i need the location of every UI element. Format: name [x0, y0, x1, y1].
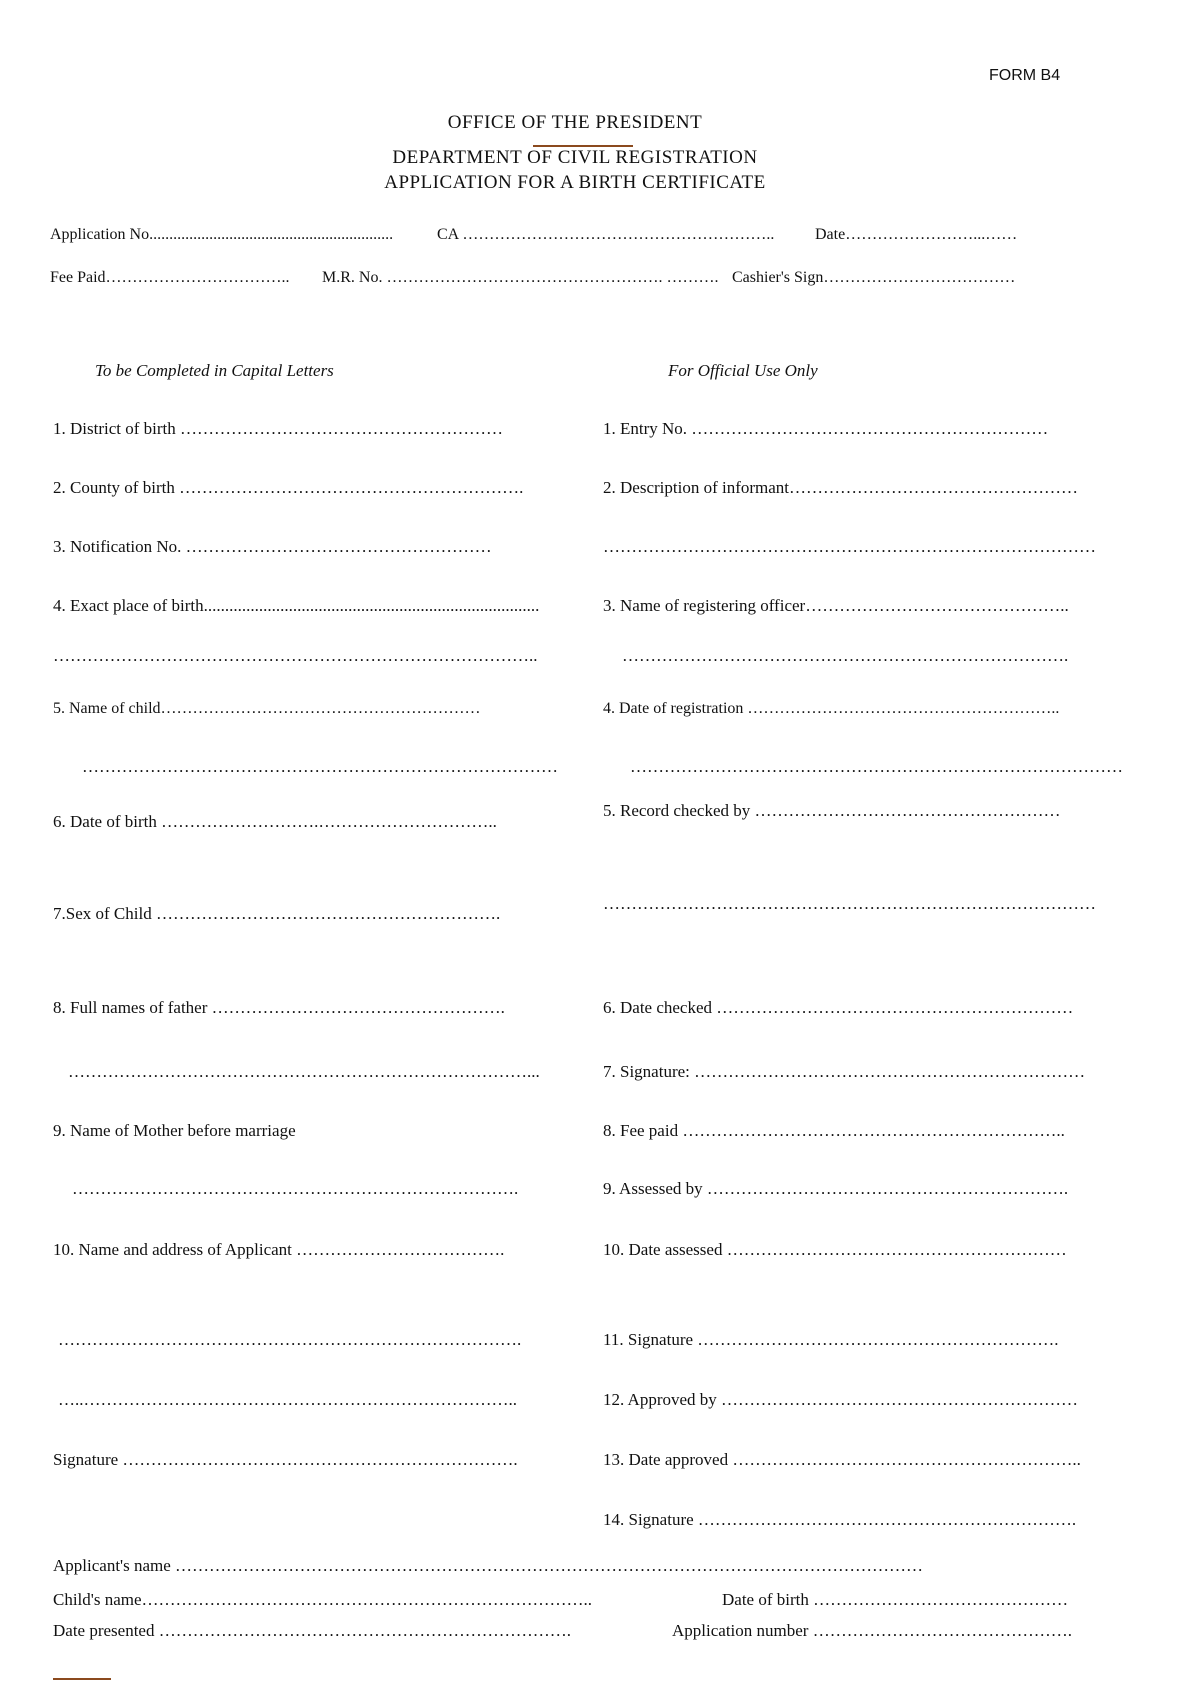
- registering-officer-continuation[interactable]: …………………………………………………………………….: [622, 646, 1069, 665]
- mr-no-field[interactable]: M.R. No. ……………………………………………. ……….: [322, 269, 719, 286]
- signature-7-field[interactable]: 7. Signature: ……………………………………………………………: [603, 1062, 1086, 1081]
- registering-officer-field[interactable]: 3. Name of registering officer………………………………………..: [603, 596, 1069, 615]
- date-of-registration-continuation[interactable]: ……………………………………………………………………………: [630, 757, 1123, 776]
- right-column-heading: For Official Use Only: [668, 361, 818, 380]
- record-checked-by-continuation[interactable]: ……………………………………………………………………………: [603, 894, 1096, 913]
- full-names-of-father-field[interactable]: 8. Full names of father …………………………………………….: [53, 998, 505, 1017]
- name-of-mother-label: 9. Name of Mother before marriage: [53, 1121, 296, 1140]
- footer-decorative-rule: [53, 1678, 111, 1680]
- date-of-registration-field[interactable]: 4. Date of registration …………………………………………………..: [603, 700, 1060, 717]
- county-of-birth-field[interactable]: 2. County of birth …………………………………………………….: [53, 478, 524, 497]
- notification-no-field[interactable]: 3. Notification No. ………………………………………………: [53, 537, 492, 556]
- entry-no-field[interactable]: 1. Entry No. ………………………………………………………: [603, 419, 1049, 438]
- office-title: OFFICE OF THE PRESIDENT: [447, 112, 703, 133]
- footer-date-presented-field[interactable]: Date presented ……………………………………………………………….: [53, 1621, 571, 1640]
- record-checked-by-field[interactable]: 5. Record checked by ………………………………………………: [603, 801, 1061, 820]
- signature-11-field[interactable]: 11. Signature ……………………………………………………….: [603, 1330, 1059, 1349]
- full-names-of-father-continuation[interactable]: ………………………………………………………………………...: [68, 1062, 540, 1081]
- name-of-child-field[interactable]: 5. Name of child……………………………………………………: [53, 700, 481, 717]
- applicant-address-line-2[interactable]: …..…………………………………………………………………..: [58, 1390, 517, 1409]
- description-of-informant-continuation[interactable]: ……………………………………………………………………………: [603, 537, 1096, 556]
- applicant-address-line-1[interactable]: ……………………………………………………………………….: [58, 1330, 522, 1349]
- form-code: FORM B4: [989, 67, 1061, 84]
- footer-applicants-name-field[interactable]: Applicant's name ……………………………………………………………………………………………………………………: [53, 1556, 924, 1575]
- applicant-name-address-field[interactable]: 10. Name and address of Applicant ……………………………….: [53, 1240, 505, 1259]
- cashiers-sign-field[interactable]: Cashier's Sign………………………………: [732, 269, 1016, 286]
- applicant-signature-field[interactable]: Signature …………………………………………………………….: [53, 1450, 518, 1469]
- footer-childs-name-field[interactable]: Child's name……………………………………………………………………..: [53, 1590, 593, 1609]
- ca-field[interactable]: CA …………………………………………………..: [437, 226, 775, 243]
- date-field[interactable]: Date……………………...……: [815, 226, 1018, 243]
- form-title: APPLICATION FOR A BIRTH CERTIFICATE: [384, 172, 766, 193]
- date-approved-field[interactable]: 13. Date approved ……………………………………………………..: [603, 1450, 1081, 1469]
- exact-place-of-birth-field[interactable]: 4. Exact place of birth...............................................................................: [53, 596, 540, 615]
- sex-of-child-field[interactable]: 7.Sex of Child …………………………………………………….: [53, 904, 501, 923]
- date-of-birth-field[interactable]: 6. Date of birth ……………………….…………………………..: [53, 812, 497, 831]
- fee-paid-official-field[interactable]: 8. Fee paid …………………………………………………………..: [603, 1121, 1065, 1140]
- signature-14-field[interactable]: 14. Signature ………………………………………………………….: [603, 1510, 1077, 1529]
- approved-by-field[interactable]: 12. Approved by ………………………………………………………: [603, 1390, 1079, 1409]
- exact-place-of-birth-continuation[interactable]: …………………………………………………………………………..: [53, 646, 538, 665]
- application-no-field[interactable]: Application No.............................................................: [50, 226, 394, 243]
- assessed-by-field[interactable]: 9. Assessed by ……………………………………………………….: [603, 1179, 1069, 1198]
- description-of-informant-field[interactable]: 2. Description of informant……………………………………………: [603, 478, 1079, 497]
- fee-paid-field[interactable]: Fee Paid……………………………..: [50, 269, 290, 286]
- footer-application-number-field[interactable]: Application number ……………………………………….: [672, 1621, 1072, 1640]
- left-column-heading: To be Completed in Capital Letters: [95, 361, 334, 380]
- district-of-birth-field[interactable]: 1. District of birth …………………………………………………: [53, 419, 504, 438]
- name-of-child-continuation[interactable]: …………………………………………………………………………: [82, 757, 558, 776]
- department-title: DEPARTMENT OF CIVIL REGISTRATION: [392, 147, 758, 168]
- footer-date-of-birth-field[interactable]: Date of birth ………………………………………: [722, 1590, 1069, 1609]
- date-assessed-field[interactable]: 10. Date assessed ……………………………………………………: [603, 1240, 1067, 1259]
- name-of-mother-field[interactable]: …………………………………………………………………….: [72, 1179, 519, 1198]
- date-checked-field[interactable]: 6. Date checked ………………………………………………………: [603, 998, 1074, 1017]
